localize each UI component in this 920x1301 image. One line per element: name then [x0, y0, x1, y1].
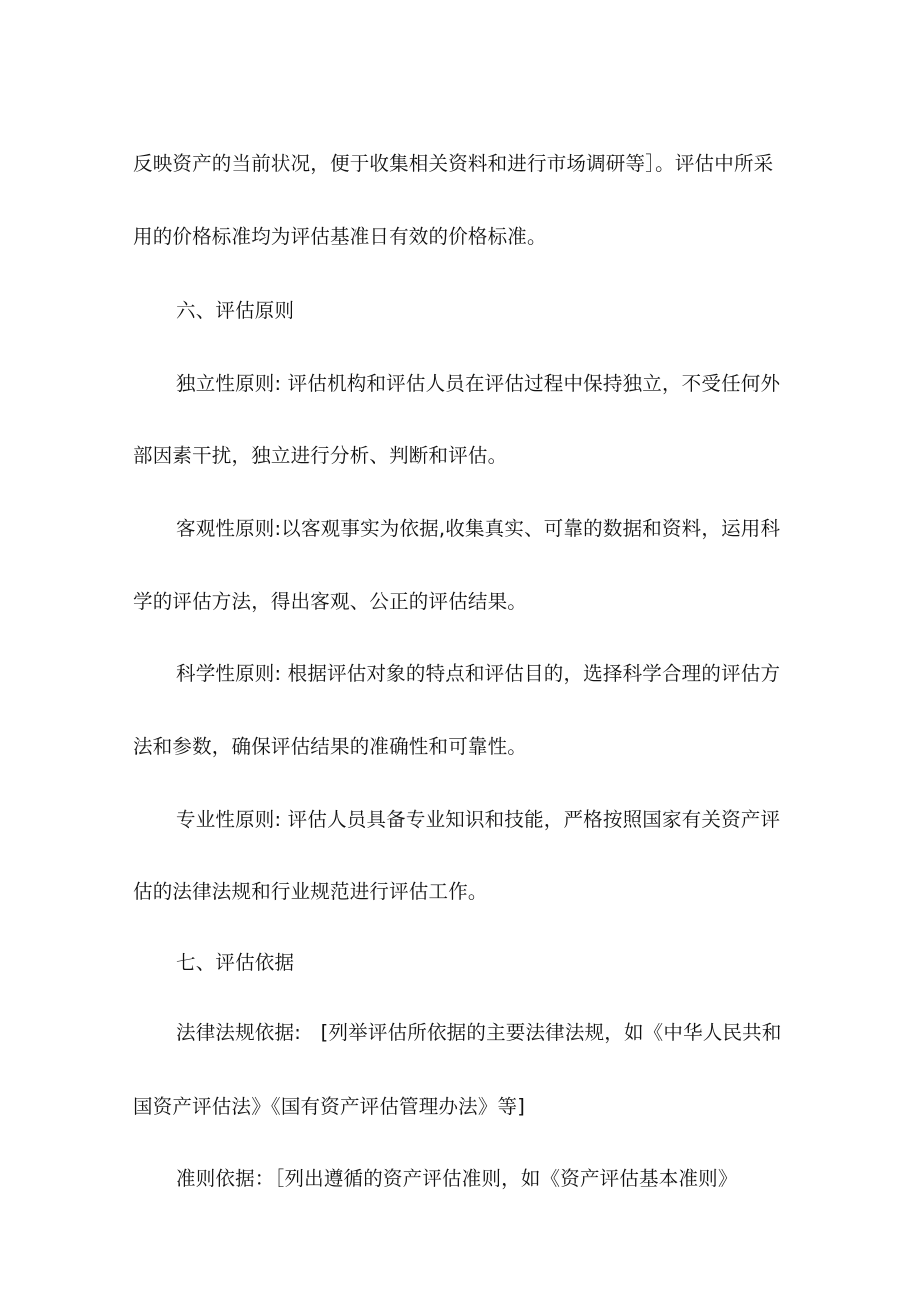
paragraph-line: 法律法规依据: [列举评估所依据的主要法律法规，如《中华人民共和: [176, 1021, 782, 1044]
paragraph-line: 部因素干扰，独立进行分析、判断和评估。: [133, 444, 508, 467]
paragraph-line: 用的价格标准均为评估基准日有效的价格标准。: [133, 225, 547, 248]
paragraph-line: 学的评估方法，得出客观、公正的评估结果。: [133, 590, 528, 613]
paragraph-line: 独立性原则: 评估机构和评估人员在评估过程中保持独立，不受任何外: [176, 372, 781, 395]
paragraph-line: 准则依据：［列出遵循的资产评估准则，如《资产评估基本准则》: [176, 1167, 738, 1190]
section-heading: 六、评估原则: [176, 299, 295, 322]
paragraph-line: 法和参数，确保评估结果的准确性和可靠性。: [133, 735, 528, 758]
paragraph-line: 反映资产的当前状况，便于收集相关资料和进行市场调研等］。评估中所采: [133, 152, 774, 175]
paragraph-line: 科学性原则: 根据评估对象的特点和评估目的，选择科学合理的评估方: [176, 662, 781, 685]
paragraph-line: 估的法律法规和行业规范进行评估工作。: [133, 880, 488, 903]
paragraph-line: 国资产评估法》《国有资产评估管理办法》等]: [133, 1095, 526, 1118]
section-heading: 七、评估依据: [176, 951, 295, 974]
paragraph-line: 客观性原则:以客观事实为依据,收集真实、可靠的数据和资料，运用科: [176, 517, 781, 540]
paragraph-line: 专业性原则: 评估人员具备专业知识和技能，严格按照国家有关资产评: [176, 808, 781, 831]
